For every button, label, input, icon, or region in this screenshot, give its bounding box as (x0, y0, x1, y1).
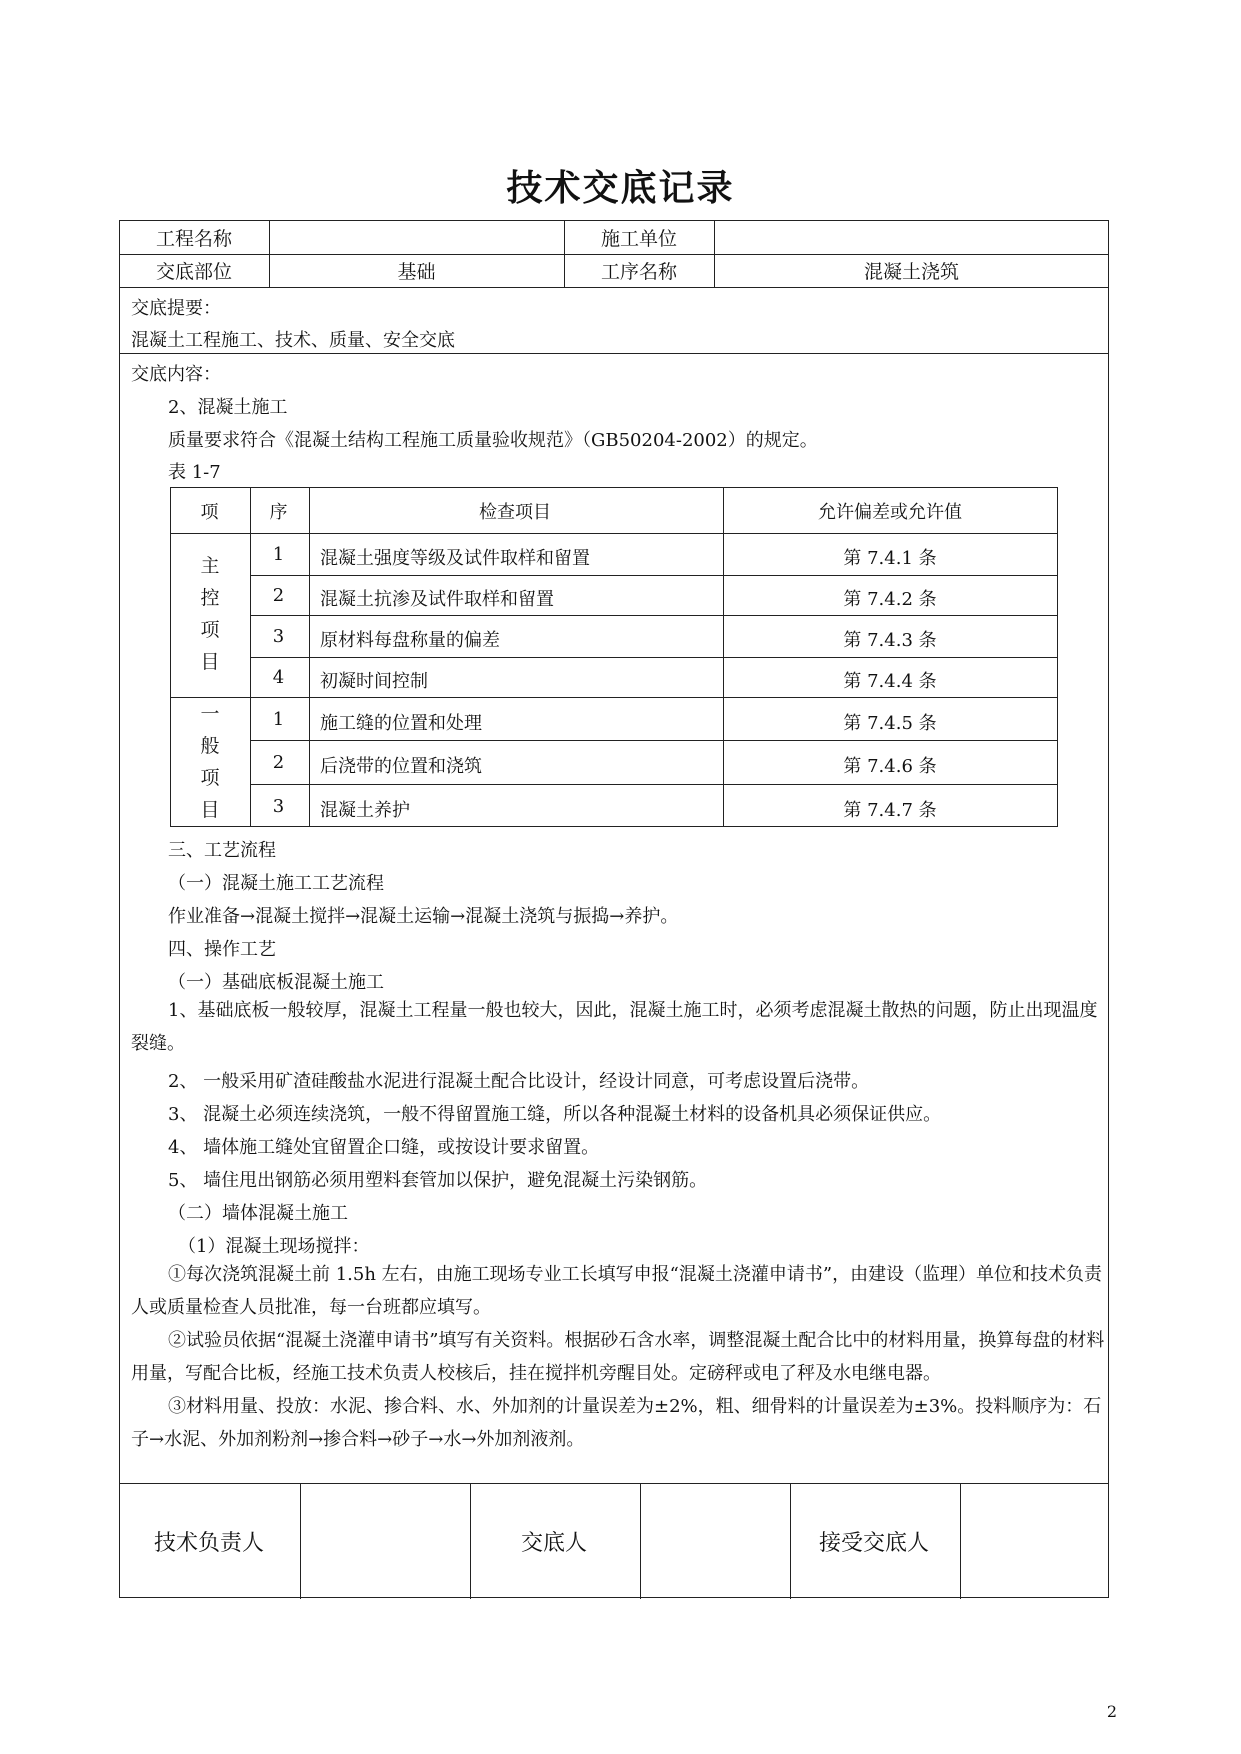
row-item: 混凝土抗渗及试件取样和留置 (320, 589, 554, 610)
clause-3: ③材料用量、投放：水泥、掺合料、水、外加剂的计量误差为±2%，粗、细骨料的计量误差为±3%。投料顺序为：石子→水泥、外加剂粉剂→掺合料→砂子→水→外加剂液剂。 (131, 1396, 1102, 1450)
section-3-flow: 作业准备→混凝土搅拌→混凝土运输→混凝土浇筑与振捣→养护。 (168, 906, 679, 927)
row-item: 施工缝的位置和处理 (320, 713, 482, 734)
section-3-heading: 三、工艺流程 (168, 840, 276, 861)
table-header-item: 检查项目 (479, 502, 551, 523)
summary-label: 交底提要： (131, 298, 221, 319)
row-value: 第 7.4.6 条 (843, 756, 937, 777)
page-number: 2 (1106, 1702, 1117, 1721)
discloser-label: 交底人 (520, 1531, 587, 1556)
table-caption: 表 1-7 (168, 462, 221, 483)
row-no: 3 (272, 796, 285, 817)
row-no: 2 (272, 752, 285, 773)
row-item: 后浇带的位置和浇筑 (320, 756, 482, 777)
row-value: 第 7.4.5 条 (843, 713, 937, 734)
paragraph-4: 4、 墙体施工缝处宜留置企口缝，或按设计要求留置。 (168, 1137, 600, 1158)
row-value: 第 7.4.3 条 (843, 630, 937, 651)
row-value: 第 7.4.4 条 (843, 671, 937, 692)
group-main-label: 主 控 项 目 (200, 555, 220, 673)
project-name-label: 工程名称 (155, 228, 232, 250)
table-header-no: 序 (269, 502, 288, 523)
row-item: 原材料每盘称量的偏差 (320, 630, 500, 651)
receiver-label: 接受交底人 (818, 1531, 929, 1556)
process-value: 混凝土浇筑 (863, 261, 959, 283)
row-no: 2 (272, 585, 285, 606)
group-general-label: 一 般 项 目 (200, 703, 220, 821)
part-label: 交底部位 (155, 261, 232, 283)
contractor-label: 施工单位 (600, 228, 677, 250)
clause-1: ①每次浇筑混凝土前 1.5h 左右，由施工现场专业工长填写申报“混凝土浇灌申请书”，由建设（监理）单位和技术负责人或质量检查人员批准，每一台班都应填写。 (131, 1264, 1103, 1318)
row-item: 混凝土养护 (320, 800, 410, 821)
page-title: 技术交底记录 (506, 168, 735, 209)
table-header-value: 允许偏差或允许值 (818, 502, 962, 523)
paragraph-5: 5、 墙住甩出钢筋必须用塑料套管加以保护，避免混凝土污染钢筋。 (168, 1170, 708, 1191)
table-header-group: 项 (200, 502, 219, 523)
process-label: 工序名称 (600, 261, 677, 283)
section-4-1-heading: （一）基础底板混凝土施工 (168, 972, 384, 993)
section-4-2-heading: （二）墙体混凝土施工 (168, 1203, 348, 1224)
section-4-2-1-heading: （1）混凝土现场搅拌： (178, 1236, 370, 1257)
paragraph-2: 2、 一般采用矿渣硅酸盐水泥进行混凝土配合比设计，经设计同意，可考虑设置后浇带。 (168, 1071, 870, 1092)
content-label: 交底内容： (131, 364, 221, 385)
row-item: 混凝土强度等级及试件取样和留置 (320, 548, 590, 569)
paragraph-3: 3、 混凝土必须连续浇筑，一般不得留置施工缝，所以各种混凝土材料的设备机具必须保证供应。 (168, 1104, 942, 1125)
row-no: 1 (272, 544, 285, 565)
row-no: 4 (272, 667, 285, 688)
content-line-1: 2、混凝土施工 (168, 397, 288, 418)
summary-text: 混凝土工程施工、技术、质量、安全交底 (131, 330, 455, 351)
section-3-1-heading: （一）混凝土施工工艺流程 (168, 873, 384, 894)
tech-lead-label: 技术负责人 (153, 1531, 264, 1556)
row-item: 初凝时间控制 (320, 671, 428, 692)
part-value: 基础 (397, 261, 436, 283)
row-value: 第 7.4.2 条 (843, 589, 937, 610)
content-line-2: 质量要求符合《混凝土结构工程施工质量验收规范》（GB50204-2002）的规定。 (168, 430, 818, 451)
row-value: 第 7.4.1 条 (843, 548, 937, 569)
clause-2: ②试验员依据“混凝土浇灌申请书”填写有关资料。根据砂石含水率，调整混凝土配合比中的材料用量，换算每盘的材料用量，写配合比板，经施工技术负责人校核后，挂在搅拌机旁醒目处。定磅秤或电了秤及水电继电器。 (131, 1330, 1105, 1384)
paragraph-1: 1、基础底板一般较厚，混凝土工程量一般也较大，因此，混凝土施工时，必须考虑混凝土散热的问题，防止出现温度裂缝。 (131, 1000, 1098, 1054)
row-no: 3 (272, 626, 285, 647)
row-no: 1 (272, 709, 285, 730)
row-value: 第 7.4.7 条 (843, 800, 937, 821)
section-4-heading: 四、操作工艺 (168, 939, 276, 960)
